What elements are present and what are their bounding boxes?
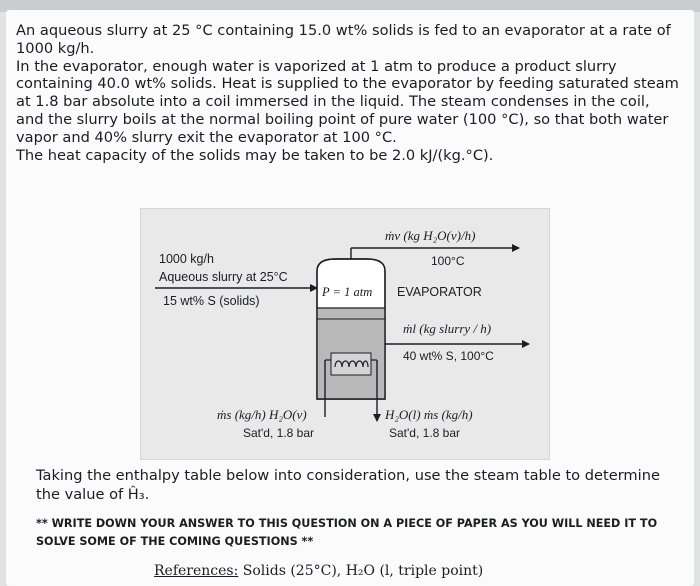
references-label: References: xyxy=(154,563,239,579)
evaporator-vessel xyxy=(317,259,385,399)
question-text: Taking the enthalpy table below into consideration, use the steam table to determine the value of Ĥ₃. xyxy=(36,467,660,503)
steam-in-flow-label: ṁs (kg/h) H₂O(v) xyxy=(217,407,307,422)
pressure-label: P = 1 atm xyxy=(322,285,373,299)
feed-description-label: Aqueous slurry at 25°C xyxy=(159,270,288,284)
question-note: ** WRITE DOWN YOUR ANSWER TO THIS QUESTION ON A PIECE OF PAPER AS YOU WILL NEED IT TO SOLVE SOME OF THE COMING QUESTIONS ** xyxy=(36,517,658,548)
feed-solids-label: 15 wt% S (solids) xyxy=(163,294,260,308)
condensate-state-label: Sat'd, 1.8 bar xyxy=(389,426,461,440)
steam-coil xyxy=(331,353,371,375)
references-text: Solids (25°C), H₂O (l, triple point) xyxy=(238,563,484,579)
problem-paragraph-2: In the evaporator, enough water is vaporized at 1 atm to produce a product slurry containing 40.0 wt% solids. Heat is supplied to the evaporator by feeding saturated steam at 1.8 bar absolute into a coil immersed in the liquid. The steam condenses in the coil, and the slurry boils at the normal boiling point of pure water (100 °C), so that both water vapor and 40% slurry exit the evaporator at 100 °C. xyxy=(16,57,679,146)
process-flow-svg xyxy=(141,209,549,459)
evaporator-name-label: EVAPORATOR xyxy=(397,285,482,299)
product-flow-label: ṁl (kg slurry / h) xyxy=(403,321,492,336)
problem-statement xyxy=(16,22,680,164)
steam-in-state-label: Sat'd, 1.8 bar xyxy=(243,426,315,440)
problem-paragraph-1: An aqueous slurry at 25 °C containing 15.0 wt% solids is fed to an evaporator at a rate of 1000 kg/h. xyxy=(16,22,671,57)
evaporator-diagram xyxy=(140,208,550,460)
problem-paragraph-3: The heat capacity of the solids may be taken to be 2.0 kJ/(kg.°C). xyxy=(16,146,494,164)
feed-rate-label: 1000 kg/h xyxy=(159,252,214,266)
condensate-flow-label: H₂O(l) ṁs (kg/h) xyxy=(385,407,473,422)
product-description-label: 40 wt% S, 100°C xyxy=(403,349,494,363)
vapor-temp-label: 100°C xyxy=(431,254,465,268)
references-line xyxy=(154,563,483,579)
vapor-flow-label: ṁv (kg H₂O(v)/h) xyxy=(385,228,476,243)
